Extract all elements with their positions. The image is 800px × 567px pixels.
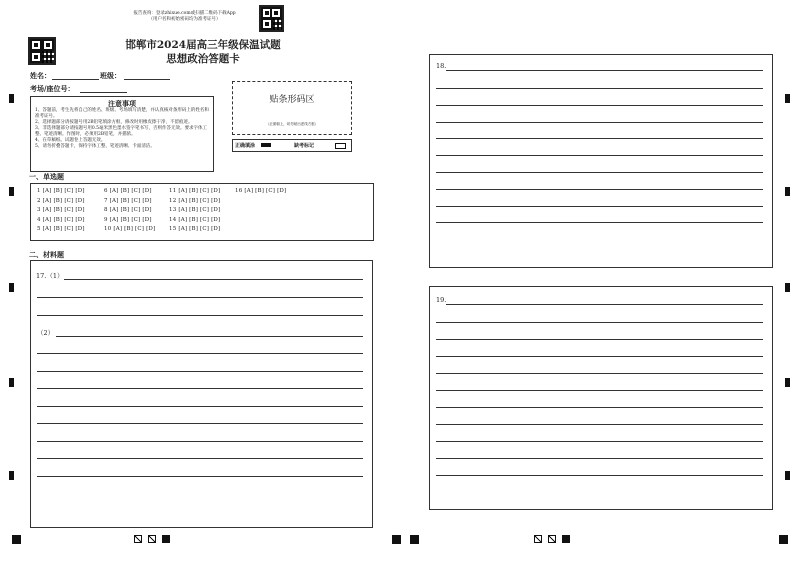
choice-row[interactable]: 16 [A] [B] [C] [D] (235, 188, 287, 194)
answer-line[interactable] (37, 353, 363, 354)
report-notice (112, 11, 257, 23)
class-underline[interactable] (124, 79, 170, 80)
page-code-mark (562, 535, 570, 543)
corner-mark (392, 535, 401, 544)
answer-line[interactable] (436, 172, 763, 173)
room-field[interactable] (30, 84, 75, 94)
instruction-item: 4、在草稿纸、试题卷上答题无效。 (35, 138, 106, 143)
answer-line[interactable] (436, 138, 763, 139)
correct-fill-sample (261, 143, 271, 147)
marks-legend (232, 139, 352, 152)
report-notice-line1: 报告查询：登录zhixue.com或扫描二维码下载App (133, 11, 236, 16)
name-field[interactable] (30, 71, 51, 81)
answer-line[interactable] (64, 279, 363, 280)
answer-line[interactable] (446, 70, 763, 71)
room-label: 考场/座位号： (30, 84, 75, 93)
answer-line[interactable] (436, 475, 763, 476)
answer-line[interactable] (37, 315, 363, 316)
q17-label: 17.（1） (36, 272, 64, 280)
choice-row[interactable]: 15 [A] [B] [C] [D] (169, 226, 221, 233)
page-code-mark (162, 535, 170, 543)
page-code-mark (134, 535, 142, 543)
exam-title (118, 38, 288, 66)
choice-row[interactable]: 10 [A] [B] [C] [D] (104, 226, 156, 233)
timing-mark (9, 378, 14, 387)
choice-row[interactable]: 12 [A] [B] [C] [D] (169, 197, 221, 204)
choice-row[interactable]: 3 [A] [B] [C] [D] (37, 207, 85, 214)
correct-fill-label: 正确填涂 (235, 143, 256, 149)
timing-mark (785, 94, 790, 103)
absent-mark-box[interactable] (335, 143, 346, 149)
barcode-label: 贴条形码区 (269, 95, 315, 105)
answer-line[interactable] (37, 297, 363, 298)
timing-mark (9, 283, 14, 292)
answer-line[interactable] (436, 222, 763, 223)
q18-answer-box (429, 54, 773, 268)
answer-line[interactable] (37, 406, 363, 407)
instructions-box (30, 96, 214, 172)
name-label: 姓名： (30, 71, 51, 80)
barcode-area (232, 81, 352, 135)
answer-line[interactable] (436, 206, 763, 207)
choice-row[interactable]: 4 [A] [B] [C] [D] (37, 216, 85, 223)
student-qr-code (28, 37, 56, 65)
answer-line[interactable] (436, 88, 763, 89)
choice-row[interactable]: 6 [A] [B] [C] [D] (104, 188, 152, 194)
answer-line[interactable] (37, 441, 363, 442)
answer-line[interactable] (436, 189, 763, 190)
answer-line[interactable] (37, 423, 363, 424)
answer-line[interactable] (436, 339, 763, 340)
timing-mark (785, 187, 790, 196)
page-code-mark (548, 535, 556, 543)
answer-line[interactable] (436, 122, 763, 123)
instructions-title: 注意事项 (108, 99, 136, 108)
timing-mark (785, 378, 790, 387)
timing-mark (785, 471, 790, 480)
answer-line[interactable] (446, 304, 763, 305)
answer-line[interactable] (436, 322, 763, 323)
choice-row[interactable]: 7 [A] [B] [C] [D] (104, 197, 152, 204)
timing-mark (9, 187, 14, 196)
q19-label: 19. (436, 296, 447, 304)
choice-row[interactable]: 2 [A] [B] [C] [D] (37, 197, 85, 204)
section-material-title: 二、材料题 (29, 251, 64, 259)
instruction-item: 5、请勿折叠答题卡，保持字体工整、笔迹清晰、卡面清洁。 (35, 144, 155, 149)
q18-label: 18. (436, 62, 447, 70)
choice-row[interactable]: 9 [A] [B] [C] [D] (104, 216, 152, 223)
answer-line[interactable] (436, 390, 763, 391)
answer-line[interactable] (436, 155, 763, 156)
answer-line[interactable] (436, 356, 763, 357)
answer-line[interactable] (436, 373, 763, 374)
report-notice-line2: （用户名和初始密码均为准考证号） (148, 17, 221, 22)
download-qr-code[interactable] (259, 5, 284, 32)
class-field[interactable] (100, 71, 121, 81)
instruction-item: 3、非选择题部分请按题号用0.5毫米黑色墨水签字笔书写，否则作答无效。要求字体工整、笔迹清晰。作图时，必须用2B铅笔，并描浓。 (35, 126, 208, 137)
timing-mark (9, 94, 14, 103)
timing-mark (785, 283, 790, 292)
answer-line[interactable] (436, 441, 763, 442)
choice-row[interactable]: 14 [A] [B] [C] [D] (169, 216, 221, 223)
choice-row[interactable]: 13 [A] [B] [C] [D] (169, 207, 221, 214)
absent-mark-label: 缺考标记 (294, 143, 315, 149)
answer-line[interactable] (37, 458, 363, 459)
barcode-hint: （正面朝上，切勿贴出虚线方框） (265, 122, 319, 126)
exam-title-line2: 思想政治答题卡 (166, 53, 240, 65)
name-underline[interactable] (52, 79, 99, 80)
choice-row[interactable]: 11 [A] [B] [C] [D] (169, 188, 221, 194)
q17-answer-box (30, 260, 373, 528)
section-single-choice-title: 一、单选题 (29, 173, 64, 181)
corner-mark (410, 535, 419, 544)
answer-line[interactable] (37, 476, 363, 477)
answer-line[interactable] (436, 105, 763, 106)
page-code-mark (148, 535, 156, 543)
choice-row[interactable]: 5 [A] [B] [C] [D] (37, 226, 85, 233)
choice-row[interactable]: 1 [A] [B] [C] [D] (37, 188, 85, 194)
room-underline[interactable] (80, 92, 127, 93)
timing-mark (9, 471, 14, 480)
instruction-item: 2、选择题部分请按题号用2B铅笔填涂方框，修改时用橡皮擦干净，不留痕迹。 (35, 120, 193, 125)
page-code-mark (534, 535, 542, 543)
q17-part2-label: （2） (37, 329, 55, 337)
corner-mark (779, 535, 788, 544)
answer-line[interactable] (436, 424, 763, 425)
answer-line[interactable] (436, 407, 763, 408)
q19-answer-box (429, 286, 773, 510)
instruction-item: 1、答题前，考生先将自己的姓名、班级、考场填写清楚，并认真核对条形码上的姓名和准考证号。 (35, 108, 209, 119)
answer-line[interactable] (37, 388, 363, 389)
exam-title-line1: 邯郸市2024届高三年级保温试题 (125, 39, 281, 51)
answer-line[interactable] (37, 371, 363, 372)
choice-row[interactable]: 8 [A] [B] [C] [D] (104, 207, 152, 214)
class-label: 班级： (100, 71, 121, 80)
answer-line[interactable] (56, 336, 363, 337)
corner-mark (12, 535, 21, 544)
answer-line[interactable] (436, 458, 763, 459)
